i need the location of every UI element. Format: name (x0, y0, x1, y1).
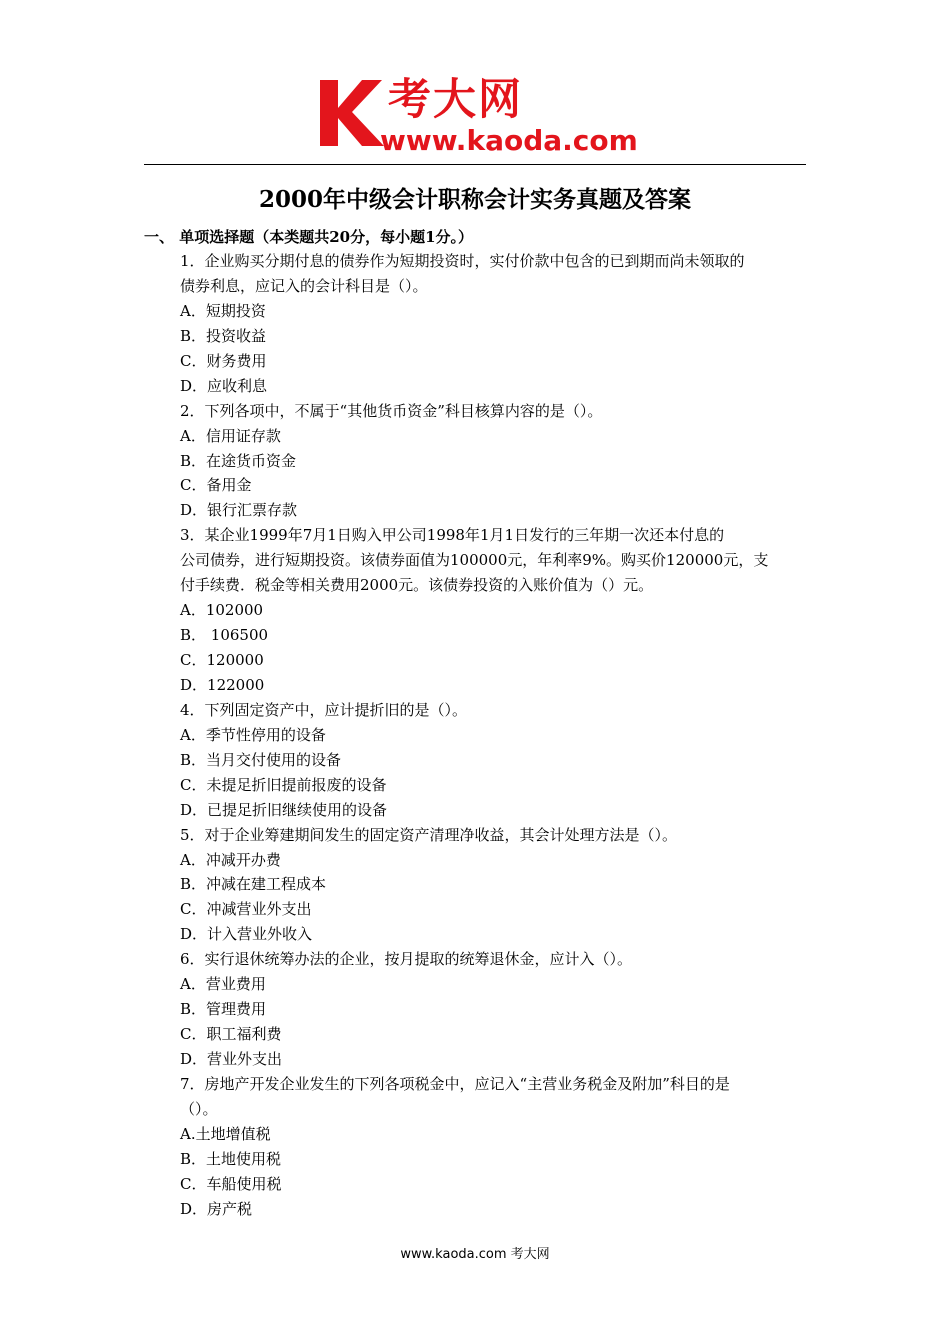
question-line: 4．下列固定资产中，应计提折旧的是（）。 (180, 700, 468, 719)
logo-title: 考大网 (388, 75, 523, 125)
option-line: B．投资收益 (180, 326, 267, 345)
question-line: 付手续费．税金等相关费用2000元。该债券投资的入账价值为（）元。 (180, 576, 654, 595)
question-line: 公司债券，进行短期投资。该债券面值为100000元，年利率9%。购买价120000元，支 (180, 551, 769, 570)
logo-url: www.kaoda.com (380, 124, 638, 157)
option-line: A．冲减开办费 (180, 850, 281, 869)
option-line: A．信用证存款 (180, 426, 281, 445)
option-line: B．当月交付使用的设备 (180, 750, 342, 769)
option-line: D．计入营业外收入 (180, 925, 313, 944)
option-line: D．房产税 (180, 1199, 253, 1218)
header-divider (144, 164, 806, 165)
question-line: 1．企业购买分期付息的债券作为短期投资时，实付价款中包含的已到期而尚未领取的 (180, 252, 745, 270)
k-logo-icon (318, 76, 388, 148)
option-line: D．已提足折旧继续使用的设备 (180, 800, 388, 819)
question-line: 3．某企业1999年7月1日购入甲公司1998年1月1日发行的三年期一次还本付息的 (180, 526, 725, 545)
option-line: A．102000 (180, 601, 264, 620)
option-line: B．在途货币资金 (180, 451, 297, 470)
footer-text: www.kaoda.com 考大网 (400, 1247, 550, 1262)
option-line: A.土地增值税 (180, 1124, 271, 1143)
page-title: 2000年中级会计职称会计实务真题及答案 (258, 186, 691, 213)
option-line: D．营业外支出 (180, 1050, 283, 1068)
question-list (180, 249, 808, 1222)
option-line: D．应收利息 (180, 376, 268, 395)
option-line: A．短期投资 (180, 301, 266, 320)
option-line: C．职工福利费 (180, 1025, 282, 1044)
option-line: A．季节性停用的设备 (180, 725, 326, 744)
kaoda-logo (318, 76, 648, 162)
option-line: D．122000 (180, 675, 265, 694)
question-line: 5．对于企业筹建期间发生的固定资产清理净收益，其会计处理方法是（）。 (180, 825, 678, 844)
option-line: B．冲减在建工程成本 (180, 875, 327, 894)
question-line: 6．实行退休统筹办法的企业，按月提取的统筹退休金，应计入（）。 (180, 950, 633, 969)
option-line: C．冲减营业外支出 (180, 900, 312, 919)
question-line: （）。 (180, 1099, 218, 1118)
option-line: B．土地使用税 (180, 1149, 282, 1168)
option-line: C．财务费用 (180, 351, 267, 370)
option-line: B． 106500 (180, 626, 269, 645)
option-line: C．车船使用税 (180, 1174, 282, 1193)
question-line: 2．下列各项中，不属于“其他货币资金”科目核算内容的是（）。 (180, 401, 603, 420)
option-line: B．管理费用 (180, 1000, 267, 1019)
question-line: 债券利息，应记入的会计科目是（）。 (180, 276, 428, 295)
option-line: C．备用金 (180, 476, 252, 495)
option-line: A．营业费用 (180, 975, 266, 994)
option-line: D．银行汇票存款 (180, 501, 298, 520)
section-heading: 一、 单项选择题（本类题共20分，每小题1分。） (144, 228, 474, 246)
option-line: C．未提足折旧提前报废的设备 (180, 775, 387, 794)
question-line: 7．房地产开发企业发生的下列各项税金中，应记入“主营业务税金及附加”科目的是 (180, 1074, 730, 1093)
option-line: C．120000 (180, 651, 264, 669)
